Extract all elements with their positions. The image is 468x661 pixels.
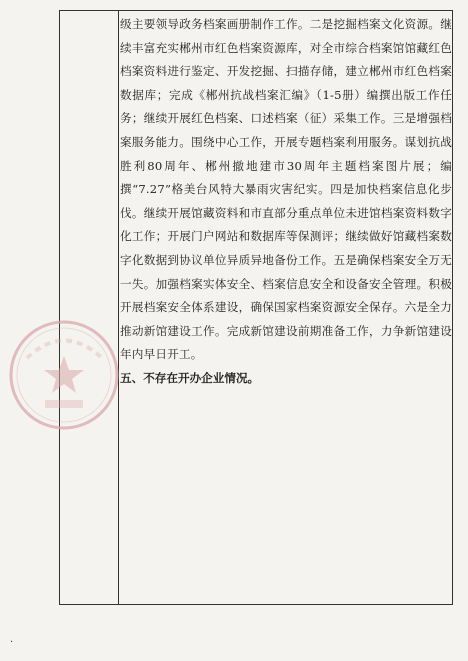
form-table (59, 10, 453, 605)
footer-mark: . (10, 634, 14, 645)
content-cell (120, 13, 452, 391)
body-paragraph: 级主要领导政务档案画册制作工作。二是挖掘档案文化资源。继续丰富充实郴州市红色档案资源库，对全市综合档案馆馆藏红色档案资料进行鉴定、开发挖掘、扫描存储，建立郴州市红色档案数据库；完成《郴州抗战档案汇编》（1-5册）编撰出版工作任务；继续开展红色档案、口述档案（征）采集工作。三是增强档案服务能力。围绕中心工作，开展专题档案利用服务。谋划抗战胜利80周年、郴州撤地建市30周年主题档案图片展；编撰“7.27”格美台风特大暴雨灾害纪实。四是加快档案信息化步伐。继续开展馆藏资料和市直部分重点单位未进馆档案资料数字化工作；开展门户网站和数据库等保测评；继续做好馆藏档案数字化数据到协议单位异质异地备份工作。五是确保档案安全万无一失。加强档案实体安全、档案信息安全和设备安全管理。积极开展档案安全体系建设，确保国家档案资源安全保存。六是全力推动新馆建设工作。完成新馆建设前期准备工作，力争新馆建设年内早日开工。 (120, 17, 452, 362)
column-divider (118, 11, 119, 604)
section-five-title: 五、不存在开办企业情况。 (120, 370, 260, 385)
official-seal-stamp (7, 318, 122, 433)
